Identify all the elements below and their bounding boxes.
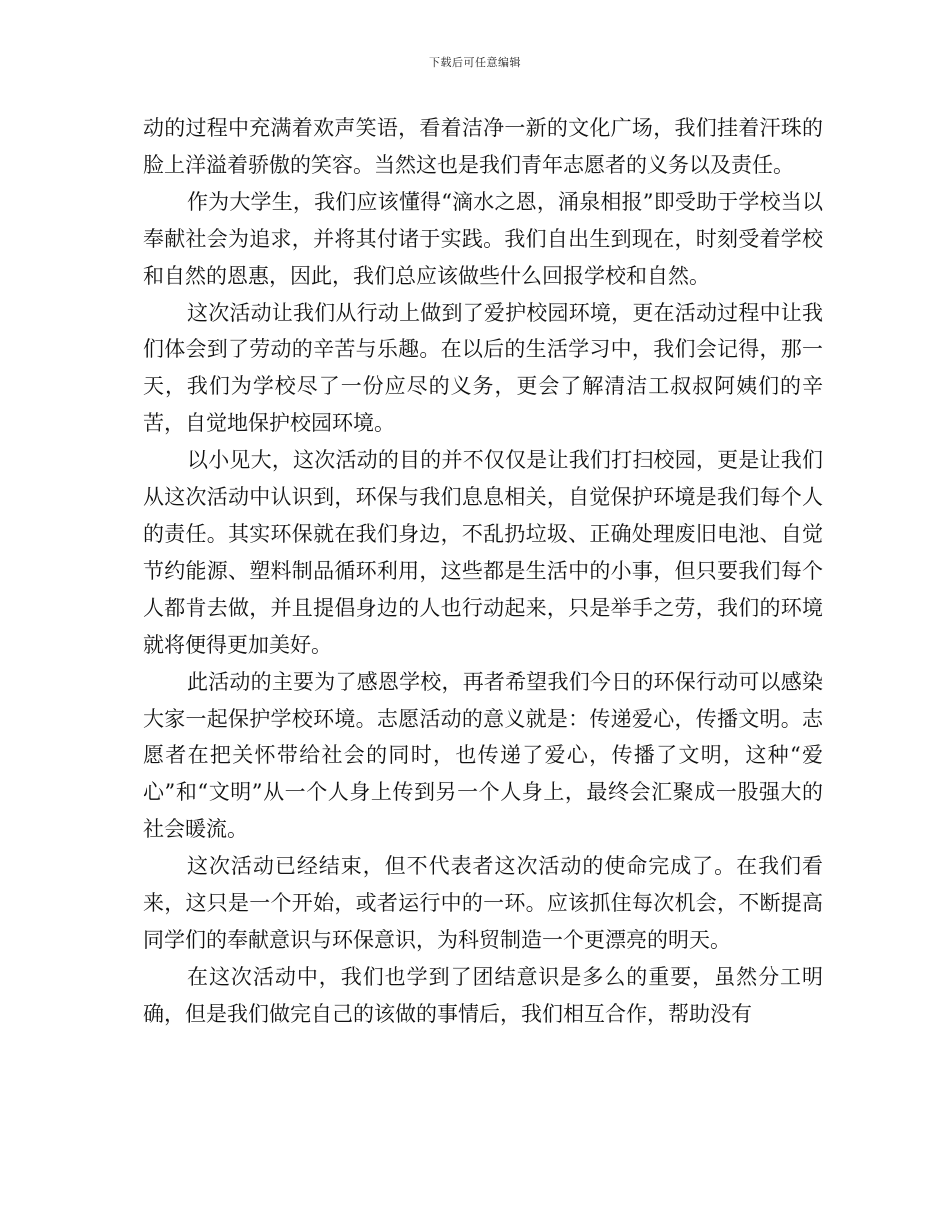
paragraph-7: 在这次活动中，我们也学到了团结意识是多么的重要，虽然分工明确，但是我们做完自己的该做的事情后，我们相互合作，帮助没有 <box>143 964 823 1026</box>
page-header: 下载后可任意编辑 <box>429 56 521 69</box>
paragraph-3: 这次活动让我们从行动上做到了爱护校园环境，更在活动过程中让我们体会到了劳动的辛苦与乐趣。在以后的生活学习中，我们会记得，那一天，我们为学校尽了一份应尽的义务，更会了解清洁工叔叔阿姨们的辛苦，自觉地保护校园环境。 <box>143 300 823 436</box>
paragraph-1: 动的过程中充满着欢声笑语，看着洁净一新的文化广场，我们挂着汗珠的脸上洋溢着骄傲的笑容。当然这也是我们青年志愿者的义务以及责任。 <box>143 116 823 177</box>
paragraph-6: 这次活动已经结束，但不代表者这次活动的使命完成了。在我们看来，这只是一个开始，或者运行中的一环。应该抓住每次机会，不断提高同学们的奉献意识与环保意识，为科贸制造一个更漂亮的明天。 <box>143 854 823 952</box>
paragraph-4: 以小见大，这次活动的目的并不仅仅是让我们打扫校园，更是让我们从这次活动中认识到，环保与我们息息相关，自觉保护环境是我们每个人的责任。其实环保就在我们身边，不乱扔垃圾、正确处理废旧电池、自觉节约能源、塑料制品循环利用，这些都是生活中的小事，但只要我们每个人都肯去做，并且提倡身边的人也行动起来，只是举手之劳，我们的环境就将便得更加美好。 <box>143 448 823 657</box>
document-body <box>143 110 823 1033</box>
paragraph-2: 作为大学生，我们应该懂得“滴水之恩，涌泉相报”即受助于学校当以奉献社会为追求，并将其付诸于实践。我们自出生到现在，时刻受着学校和自然的恩惠，因此，我们总应该做些什么回报学校和自然。 <box>143 189 823 288</box>
paragraph-5: 此活动的主要为了感恩学校，再者希望我们今日的环保行动可以感染大家一起保护学校环境。志愿活动的意义就是：传递爱心，传播文明。志愿者在把关怀带给社会的同时，也传递了爱心，传播了文明，这种“爱心”和“文明”从一个人身上传到另一个人身上，最终会汇聚成一股强大的社会暖流。 <box>143 669 823 842</box>
